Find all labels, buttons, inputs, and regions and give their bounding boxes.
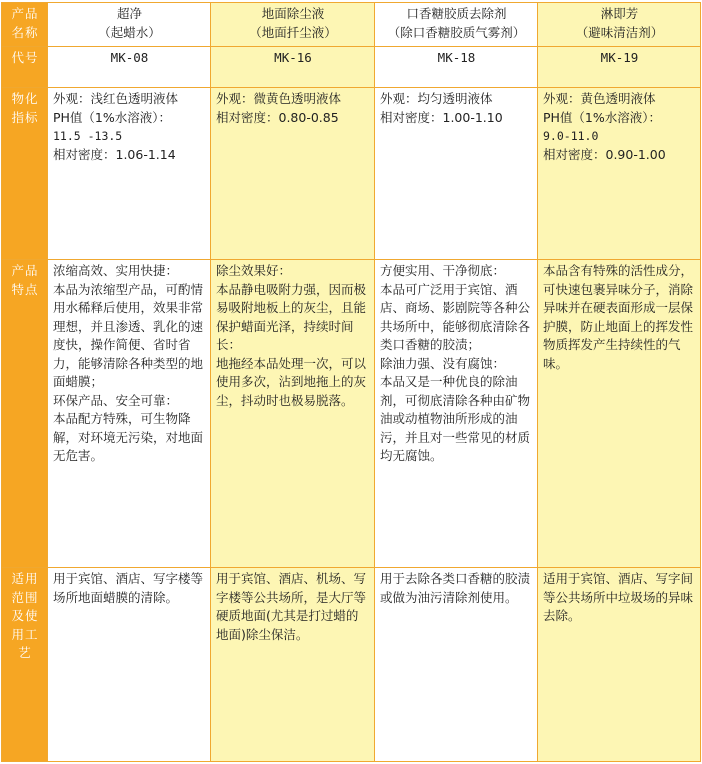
property-line: 外观：黄色透明液体 bbox=[543, 91, 656, 106]
property-line: 相对密度：1.06-1.14 bbox=[53, 146, 176, 162]
feature-line: 地拖经本品处理一次，可以使用多次，沾到地拖上的灰尘，抖动时也极易脱落。 bbox=[216, 355, 367, 408]
row-header-properties: 物化指标 bbox=[2, 88, 48, 260]
product-name: 超净 bbox=[116, 6, 142, 21]
feature-line: 本品为浓缩型产品，可酌情用水稀释后使用，效果非常理想，并且渗透、乳化的速度快，操作简便、省时省力，能够清除各种类型的地面蜡膜； bbox=[53, 281, 204, 389]
product-name-cell bbox=[48, 3, 211, 47]
property-line: 外观：微黄色透明液体 bbox=[216, 91, 342, 106]
product-subname: （起蜡水） bbox=[98, 24, 161, 40]
feature-line: 环保产品、安全可靠： bbox=[53, 392, 179, 408]
feature-line: 本品可广泛用于宾馆、酒店、商场、影剧院等各种公共场所中，能够彻底清除各类口香糖的胶渍； bbox=[380, 281, 531, 352]
product-subname: （避味清洁剂） bbox=[575, 24, 664, 40]
feature-line: 除尘效果好： bbox=[216, 263, 292, 278]
properties-cell bbox=[211, 88, 375, 260]
features-cell bbox=[211, 260, 375, 568]
property-line: 11.5 -13.5 bbox=[53, 129, 123, 143]
usage-cell: 用于去除各类口香糖的胶渍或做为油污清除剂使用。 bbox=[375, 568, 538, 762]
feature-line: 本品静电吸附力强，因而极易吸附地板上的灰尘，且能保护蜡面光泽，持续时间长： bbox=[216, 281, 367, 352]
features-row bbox=[2, 260, 701, 568]
product-name: 口香糖胶质去除剂 bbox=[406, 6, 507, 21]
product-name: 淋即芳 bbox=[600, 6, 639, 21]
properties-row bbox=[2, 88, 701, 260]
property-line: PH值（1%水溶液）： bbox=[543, 109, 662, 125]
product-name-cell bbox=[211, 3, 375, 47]
name-row bbox=[2, 3, 701, 47]
product-spec-table bbox=[1, 2, 701, 762]
usage-cell: 用于宾馆、酒店、写字楼等场所地面蜡膜的清除。 bbox=[48, 568, 211, 762]
product-code: MK-16 bbox=[211, 47, 375, 88]
property-line: 相对密度：0.80-0.85 bbox=[216, 109, 339, 125]
properties-cell bbox=[375, 88, 538, 260]
usage-cell: 用于宾馆、酒店、机场、写字楼等公共场所，是大厅等硬质地面(尤其是打过蜡的地面)除尘保洁。 bbox=[211, 568, 375, 762]
usage-cell: 适用于宾馆、酒店、写字间等公共场所中垃圾场的异味去除。 bbox=[538, 568, 701, 762]
feature-line: 除油力强、没有腐蚀： bbox=[380, 355, 506, 371]
property-line: 相对密度：0.90-1.00 bbox=[543, 146, 666, 162]
product-name-cell bbox=[375, 3, 538, 47]
product-name: 地面除尘液 bbox=[261, 6, 325, 21]
feature-line: 浓缩高效、实用快捷： bbox=[53, 263, 179, 278]
product-code: MK-18 bbox=[375, 47, 538, 88]
product-name-cell bbox=[538, 3, 701, 47]
row-header-code: 代号 bbox=[2, 47, 48, 88]
features-cell bbox=[48, 260, 211, 568]
property-line: 外观：均匀透明液体 bbox=[380, 91, 493, 106]
feature-line: 方便实用、干净彻底： bbox=[380, 263, 506, 278]
row-header-name: 产品名称 bbox=[2, 3, 48, 47]
feature-line: 本品配方特殊，可生物降解，对环境无污染，对地面无危害。 bbox=[53, 411, 204, 463]
properties-cell bbox=[48, 88, 211, 260]
row-header-features: 产品特点 bbox=[2, 260, 48, 568]
features-cell bbox=[375, 260, 538, 568]
property-line: 9.0-11.0 bbox=[543, 129, 599, 143]
properties-cell bbox=[538, 88, 701, 260]
product-subname: （除口香糖胶质气雾剂） bbox=[387, 24, 526, 40]
property-line: 相对密度：1.00-1.10 bbox=[380, 109, 503, 125]
feature-line: 本品又是一种优良的除油剂，可彻底清除各种由矿物油或动植物油所形成的油污，并且对一些常见的材质均无腐蚀。 bbox=[380, 374, 531, 463]
property-line: 外观：浅红色透明液体 bbox=[53, 91, 179, 106]
row-header-usage: 适用范围及使用工艺 bbox=[2, 568, 48, 762]
product-code: MK-08 bbox=[48, 47, 211, 88]
code-row bbox=[2, 47, 701, 88]
product-subname: （地面扦尘液） bbox=[249, 24, 337, 40]
product-code: MK-19 bbox=[538, 47, 701, 88]
feature-line: 本品含有特殊的活性成分，可快速包裹异味分子，消除异味并在硬表面形成一层保护膜，防止地面上的挥发性物质挥发产生持续性的气味。 bbox=[543, 263, 694, 371]
features-cell bbox=[538, 260, 701, 568]
property-line: PH值（1%水溶液）： bbox=[53, 109, 172, 125]
usage-row bbox=[2, 568, 701, 762]
